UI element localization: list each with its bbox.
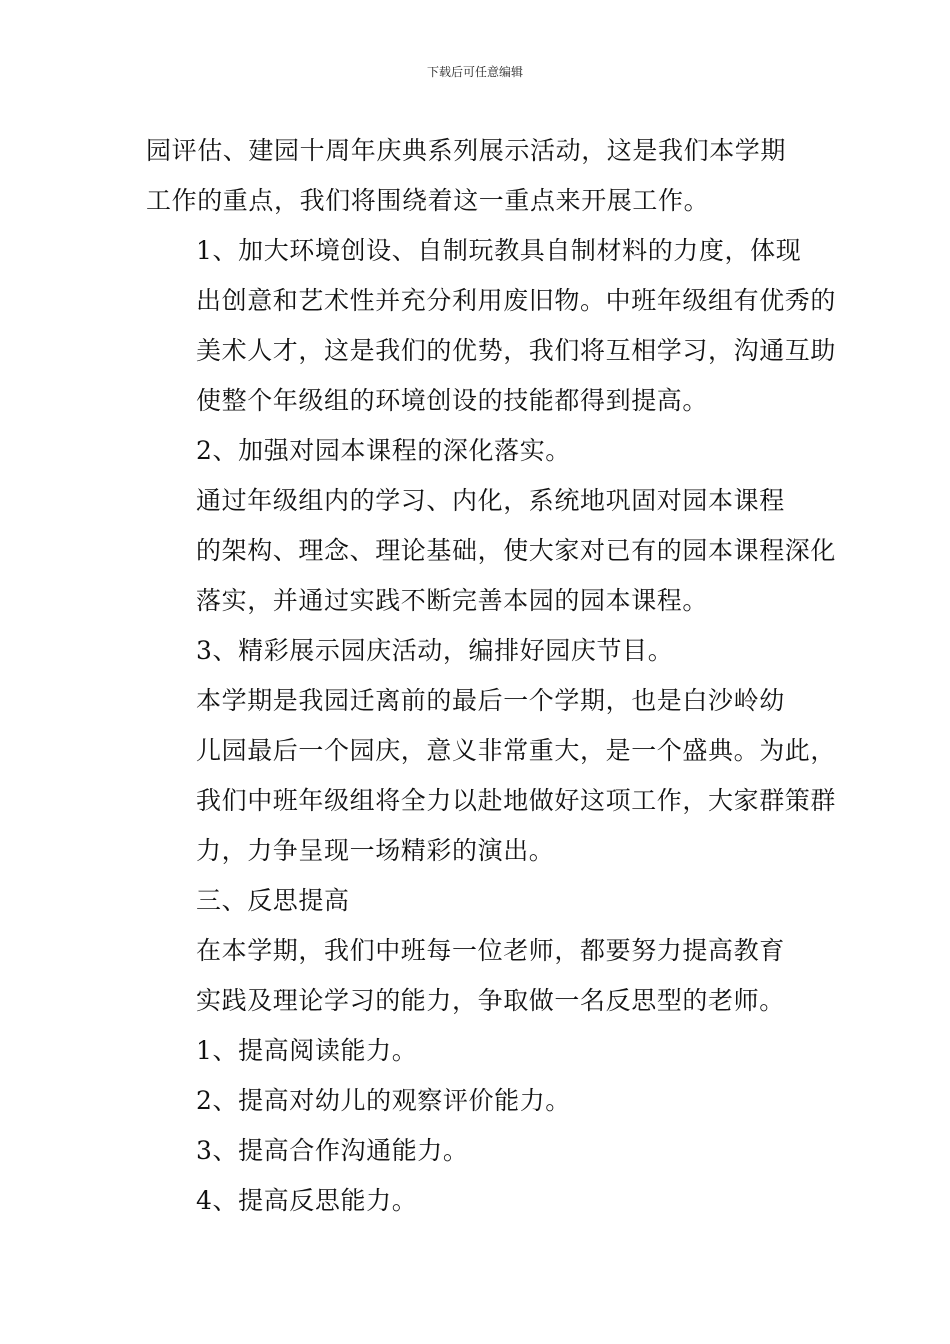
document-body — [146, 126, 837, 1226]
text-line: 落实，并通过实践不断完善本园的园本课程。 — [196, 586, 709, 615]
text-line: 在本学期，我们中班每一位老师，都要努力提高教育 — [196, 936, 785, 965]
text-line: 出创意和艺术性并充分利用废旧物。中班年级组有优秀的 — [196, 286, 837, 315]
paragraph — [146, 926, 810, 1026]
paragraph — [146, 476, 837, 626]
list-item — [146, 1076, 810, 1126]
text-line: 的架构、理念、理论基础，使大家对已有的园本课程深化 — [196, 536, 837, 565]
text-line: 4、提高反思能力。 — [196, 1186, 418, 1215]
paragraph — [146, 226, 837, 426]
text-line: 3、精彩展示园庆活动，编排好园庆节目。 — [196, 636, 674, 665]
text-line: 3、提高合作沟通能力。 — [196, 1136, 469, 1165]
paragraph — [146, 126, 810, 226]
list-item — [146, 1026, 810, 1076]
paragraph — [146, 426, 810, 476]
text-line: 通过年级组内的学习、内化，系统地巩固对园本课程 — [196, 486, 785, 515]
text-line: 我们中班年级组将全力以赴地做好这项工作，大家群策群 — [196, 786, 837, 815]
text-line: 1、加大环境创设、自制玩教具自制材料的力度，体现 — [196, 236, 802, 265]
text-line: 儿园最后一个园庆，意义非常重大，是一个盛典。为此， — [196, 736, 837, 765]
text-line: 1、提高阅读能力。 — [196, 1036, 418, 1065]
paragraph — [146, 676, 837, 876]
section-heading — [146, 876, 810, 926]
list-item — [146, 1176, 810, 1226]
page-header-note: 下载后可任意编辑 — [426, 65, 523, 79]
text-line: 本学期是我园迁离前的最后一个学期，也是白沙岭幼 — [196, 686, 785, 715]
text-line: 园评估、建园十周年庆典系列展示活动，这是我们本学期 — [146, 136, 787, 165]
paragraph — [146, 626, 810, 676]
text-line: 2、加强对园本课程的深化落实。 — [196, 436, 571, 465]
text-line: 三、反思提高 — [196, 886, 350, 915]
text-line: 工作的重点，我们将围绕着这一重点来开展工作。 — [146, 186, 710, 215]
text-line: 力，力争呈现一场精彩的演出。 — [196, 836, 555, 865]
text-line: 实践及理论学习的能力，争取做一名反思型的老师。 — [196, 986, 785, 1015]
text-line: 美术人才，这是我们的优势，我们将互相学习，沟通互助 — [196, 336, 837, 365]
text-line: 使整个年级组的环境创设的技能都得到提高。 — [196, 386, 709, 415]
text-line: 2、提高对幼儿的观察评价能力。 — [196, 1086, 571, 1115]
list-item — [146, 1126, 810, 1176]
